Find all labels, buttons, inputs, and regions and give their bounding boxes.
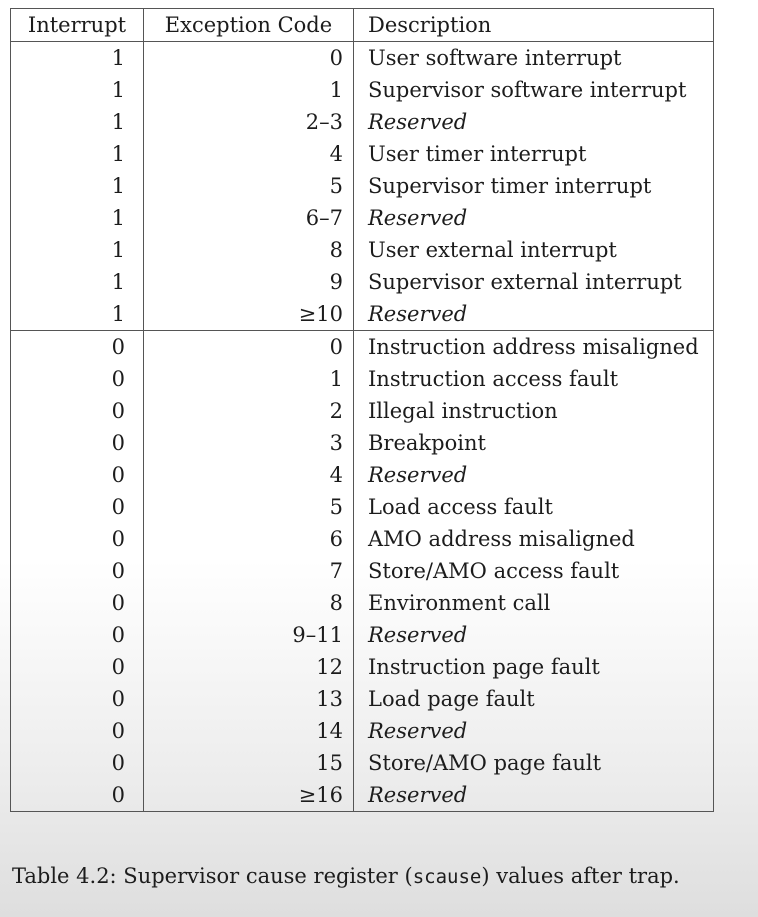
caption-code: scause <box>412 866 482 888</box>
table-row <box>11 170 714 202</box>
exception-code-cell: 15 <box>144 747 354 779</box>
description-cell: Reserved <box>354 298 714 331</box>
table-row <box>11 42 714 75</box>
interrupt-cell: 1 <box>111 238 125 262</box>
interrupt-cell: 1 <box>111 142 125 166</box>
interrupt-cell: 0 <box>111 751 125 775</box>
description-cell: Load access fault <box>354 491 714 523</box>
description-cell: Instruction page fault <box>354 651 714 683</box>
table-header-row <box>11 9 714 42</box>
interrupt-cell: 1 <box>111 206 125 230</box>
description-cell: User timer interrupt <box>354 138 714 170</box>
exception-code-cell: 2 <box>144 395 354 427</box>
caption-suffix: ) values after trap. <box>481 864 680 888</box>
table-row <box>11 138 714 170</box>
description-cell: Reserved <box>354 779 714 812</box>
scause-table <box>10 8 714 812</box>
interrupt-cell: 1 <box>111 46 125 70</box>
interrupt-cell: 1 <box>111 174 125 198</box>
table-row <box>11 747 714 779</box>
exception-code-cell: 9 <box>144 266 354 298</box>
exception-code-cell: 14 <box>144 715 354 747</box>
interrupt-cell: 1 <box>111 110 125 134</box>
caption-prefix: Table 4.2: Supervisor cause register ( <box>12 864 413 888</box>
table-row <box>11 298 714 331</box>
description-cell: AMO address misaligned <box>354 523 714 555</box>
interrupt-cell: 1 <box>111 270 125 294</box>
description-cell: Instruction access fault <box>354 363 714 395</box>
exception-code-cell: 1 <box>144 363 354 395</box>
table-row <box>11 619 714 651</box>
interrupt-cell: 0 <box>111 623 125 647</box>
exception-code-cell: 8 <box>144 587 354 619</box>
interrupt-cell: 0 <box>111 399 125 423</box>
exception-code-cell: 3 <box>144 427 354 459</box>
description-cell: Store/AMO page fault <box>354 747 714 779</box>
exception-code-cell: 2–3 <box>144 106 354 138</box>
table-row <box>11 74 714 106</box>
exception-code-cell: 6–7 <box>144 202 354 234</box>
interrupt-cell: 0 <box>111 591 125 615</box>
exception-code-cell: 5 <box>144 170 354 202</box>
interrupt-cell: 0 <box>111 687 125 711</box>
interrupt-cell: 0 <box>111 655 125 679</box>
header-exception-code: Exception Code <box>144 9 354 42</box>
description-cell: Reserved <box>354 459 714 491</box>
exception-code-cell: 4 <box>144 138 354 170</box>
description-cell: Reserved <box>354 106 714 138</box>
description-cell: User external interrupt <box>354 234 714 266</box>
table-row <box>11 106 714 138</box>
description-cell: Supervisor external interrupt <box>354 266 714 298</box>
description-cell: Supervisor timer interrupt <box>354 170 714 202</box>
description-cell: User software interrupt <box>354 42 714 75</box>
interrupt-cell: 0 <box>111 463 125 487</box>
exception-code-cell: 9–11 <box>144 619 354 651</box>
header-description: Description <box>354 9 714 42</box>
exception-code-cell: 12 <box>144 651 354 683</box>
interrupt-cell: 0 <box>111 495 125 519</box>
exception-code-cell: 4 <box>144 459 354 491</box>
exception-code-cell: 7 <box>144 555 354 587</box>
exception-code-cell: ≥16 <box>144 779 354 812</box>
description-cell: Breakpoint <box>354 427 714 459</box>
interrupt-cell: 0 <box>111 367 125 391</box>
exception-code-cell: 5 <box>144 491 354 523</box>
description-cell: Supervisor software interrupt <box>354 74 714 106</box>
description-cell: Illegal instruction <box>354 395 714 427</box>
table-row <box>11 266 714 298</box>
interrupt-cell: 0 <box>11 331 144 364</box>
table-row <box>11 523 714 555</box>
table-row <box>11 395 714 427</box>
exception-code-cell: 8 <box>144 234 354 266</box>
table-body <box>11 42 714 812</box>
table-row <box>11 363 714 395</box>
table-row <box>11 202 714 234</box>
table-row <box>11 555 714 587</box>
table-row <box>11 234 714 266</box>
exception-code-cell: 1 <box>144 74 354 106</box>
description-cell: Reserved <box>354 202 714 234</box>
description-cell: Environment call <box>354 587 714 619</box>
table-row <box>11 587 714 619</box>
exception-code-cell: 0 <box>144 42 354 75</box>
exception-code-cell: 13 <box>144 683 354 715</box>
description-cell: Reserved <box>354 715 714 747</box>
table-row <box>11 459 714 491</box>
table-caption <box>12 864 680 888</box>
interrupt-cell: 0 <box>111 431 125 455</box>
table-row <box>11 651 714 683</box>
interrupt-cell: 0 <box>111 559 125 583</box>
exception-code-cell: ≥10 <box>144 298 354 331</box>
table-row <box>11 715 714 747</box>
exception-code-cell: 6 <box>144 523 354 555</box>
interrupt-cell: 1 <box>111 302 125 326</box>
exception-code-cell: 0 <box>144 331 354 364</box>
interrupt-cell: 1 <box>111 78 125 102</box>
description-cell: Instruction address misaligned <box>354 331 714 364</box>
interrupt-cell: 0 <box>111 719 125 743</box>
description-cell: Load page fault <box>354 683 714 715</box>
interrupt-cell: 0 <box>111 527 125 551</box>
header-interrupt: Interrupt <box>11 9 144 42</box>
interrupt-cell: 0 <box>111 783 125 807</box>
table-row <box>11 683 714 715</box>
description-cell: Reserved <box>354 619 714 651</box>
table-row <box>11 491 714 523</box>
table-row <box>11 427 714 459</box>
table-row <box>11 779 714 812</box>
description-cell: Store/AMO access fault <box>354 555 714 587</box>
table-row <box>11 331 714 364</box>
